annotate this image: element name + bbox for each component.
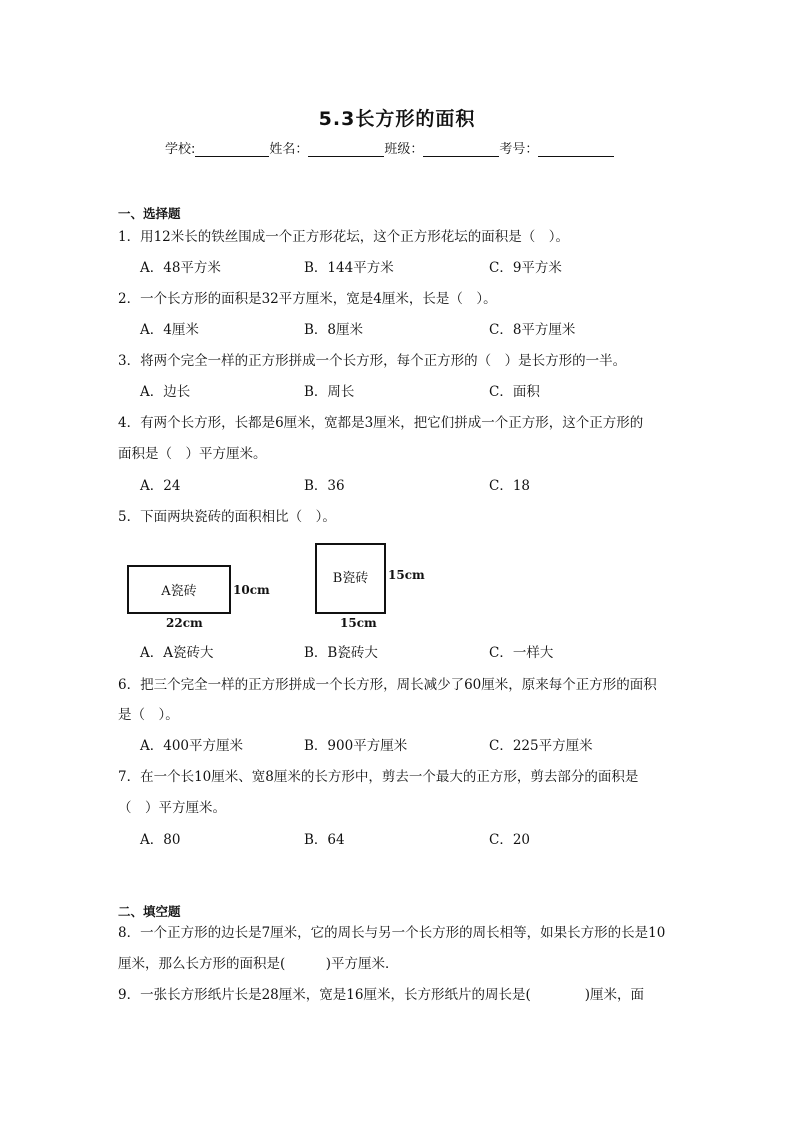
q5-option-b: B．B瓷砖大 [304, 645, 378, 661]
question-1: 1．用12米长的铁丝围成一个正方形花坛，这个正方形花坛的面积是（ ）。 [118, 229, 570, 245]
tile-a-rectangle [127, 565, 231, 614]
q4-option-b: B．36 [304, 478, 345, 494]
name-label: 姓名： [269, 142, 309, 157]
q7-option-a: A．80 [140, 832, 181, 848]
tile-b-name: B瓷砖 [332, 571, 369, 586]
question-4-line-1: 4．有两个长方形，长都是6厘米，宽都是3厘米，把它们拼成一个正方形，这个正方形的 [118, 415, 644, 431]
q5-option-c: C．一样大 [489, 645, 554, 661]
number-blank [538, 142, 614, 157]
section-fill-title: 二、填空题 [118, 904, 181, 919]
name-blank [308, 142, 384, 157]
tile-b-height-label: 15cm [388, 568, 425, 582]
q2-option-a: A．4厘米 [140, 322, 199, 338]
tile-a-height-label: 10cm [233, 583, 270, 597]
q1-option-b: B．144平方米 [304, 260, 394, 276]
q3-option-b: B．周长 [304, 384, 355, 400]
question-7-line-1: 7．在一个长10厘米、宽8厘米的长方形中，剪去一个最大的正方形，剪去部分的面积是 [118, 769, 639, 785]
student-info-line [165, 138, 614, 157]
q6-option-b: B．900平方厘米 [304, 738, 408, 754]
tile-a-width-label: 22cm [166, 616, 203, 630]
q1-option-a: A．48平方米 [140, 260, 221, 276]
q4-option-c: C．18 [489, 478, 531, 494]
question-6-line-1: 6．把三个完全一样的正方形拼成一个长方形，周长减少了60厘米，原来每个正方形的面积 [118, 677, 657, 693]
number-label: 考号： [499, 142, 539, 157]
question-8-line-2: 厘米，那么长方形的面积是( )平方厘米． [118, 956, 399, 972]
q2-option-b: B．8厘米 [304, 322, 364, 338]
school-blank [195, 142, 269, 157]
q5-option-a: A．A瓷砖大 [140, 645, 214, 661]
q6-option-a: A．400平方厘米 [140, 738, 244, 754]
tile-b-width-label: 15cm [340, 616, 377, 630]
class-label: 班级： [384, 142, 424, 157]
question-2: 2．一个长方形的面积是32平方厘米，宽是4厘米，长是（ ）。 [118, 291, 497, 307]
school-label: 学校: [165, 142, 196, 157]
question-6-line-2: 是（ ）。 [118, 707, 179, 723]
q2-option-c: C．8平方厘米 [489, 322, 576, 338]
tile-a-name: A瓷砖 [161, 584, 197, 599]
page-title: 5.3长方形的面积 [318, 108, 476, 130]
question-8-line-1: 8．一个正方形的边长是7厘米，它的周长与另一个长方形的周长相等，如果长方形的长是10 [118, 925, 666, 941]
q3-option-a: A．边长 [140, 384, 191, 400]
q7-option-c: C．20 [489, 832, 531, 848]
class-blank [423, 142, 499, 157]
question-5: 5．下面两块瓷砖的面积相比（ ）。 [118, 509, 336, 525]
question-9-line-1: 9．一张长方形纸片长是28厘米，宽是16厘米，长方形纸片的周长是( )厘米，面 [118, 987, 644, 1003]
q1-option-c: C．9平方米 [489, 260, 562, 276]
question-4-line-2: 面积是（ ）平方厘米。 [118, 446, 267, 462]
section-choice-title: 一、选择题 [118, 206, 181, 221]
q4-option-a: A．24 [140, 478, 181, 494]
tile-b-square [315, 543, 386, 614]
question-3: 3．将两个完全一样的正方形拼成一个长方形，每个正方形的（ ）是长方形的一半。 [118, 353, 627, 369]
q7-option-b: B．64 [304, 832, 345, 848]
q3-option-c: C．面积 [489, 384, 540, 400]
question-7-line-2: （ ）平方厘米。 [118, 800, 226, 816]
q6-option-c: C．225平方厘米 [489, 738, 593, 754]
